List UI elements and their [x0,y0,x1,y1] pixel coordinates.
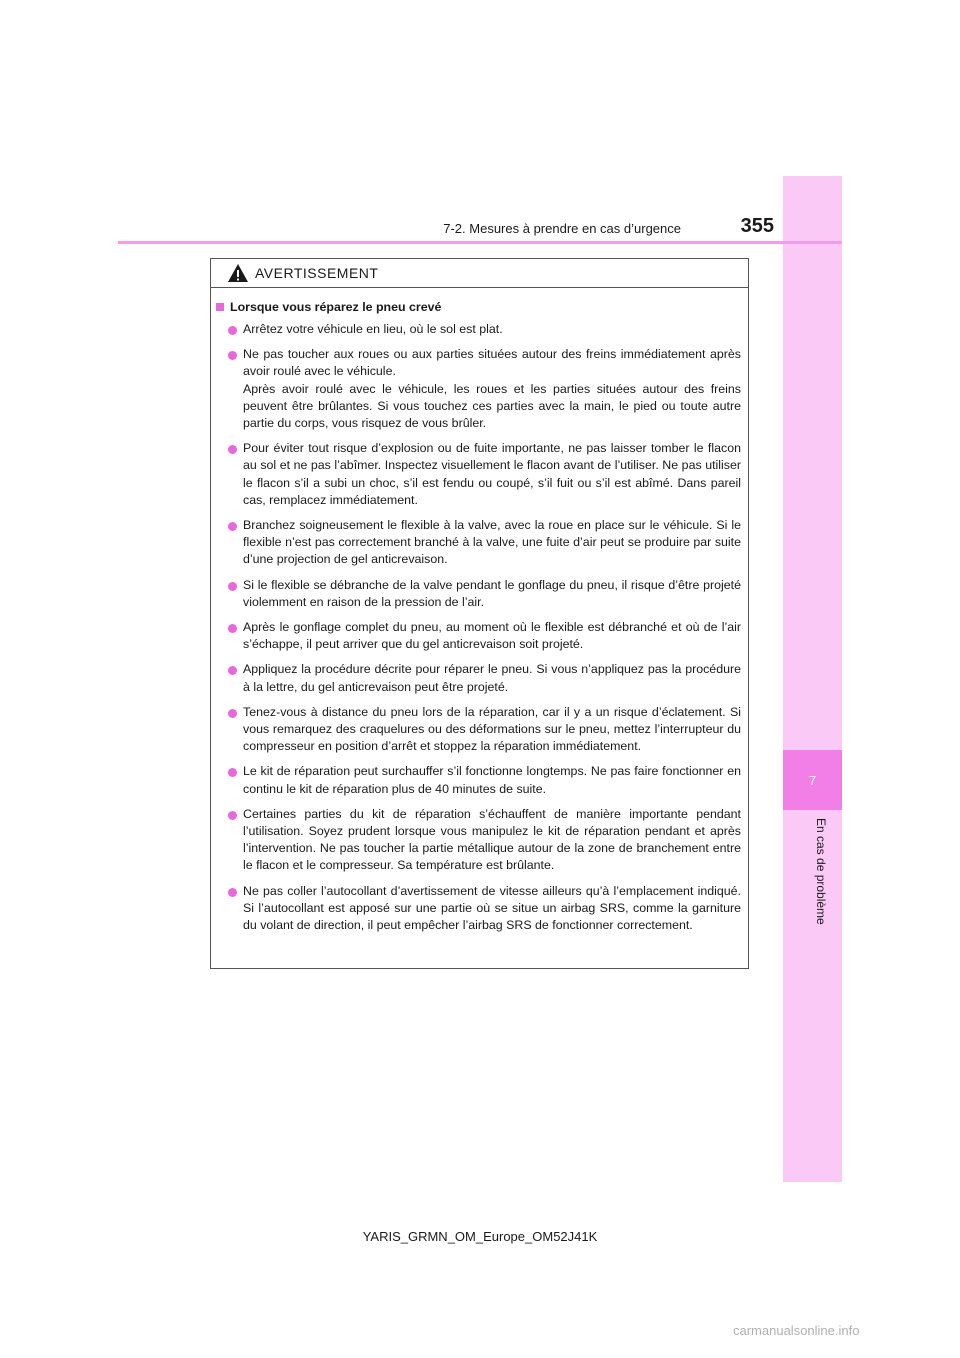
warning-subtitle [216,299,741,316]
header-rule [118,241,842,244]
bullet-text: Le kit de réparation peut surchauffer s’il fonctionne longtemps. Ne pas faire fonctionner en continu le kit de réparation plus de 40 minutes de suite. [243,764,741,796]
round-bullet-icon [228,326,237,335]
bullet-text: Certaines parties du kit de réparation s’échauffent de manière importante pendant l’utilisation. Soyez prudent lorsque vous manipulez le kit de réparation pendant et après l’intervention. Ne pas toucher la partie métallique autour de la zone de branchement entre le flacon et le compresseur. Sa température est brûlante. [243,806,741,873]
bullet-text: Arrêtez votre véhicule en lieu, où le sol est plat. [243,322,503,336]
bullet-text: Branchez soigneusement le flexible à la valve, avec la roue en place sur le véhicule. Si le flexible n’est pas correctement branché à la valve, une fuite d’air peut se produire par suite d’une projection de gel anticrevaison. [243,518,741,567]
bullet-text: Ne pas toucher aux roues ou aux parties situées autour des freins immédiatement après avoir roulé avec le véhicule. Après avoir roulé avec le véhicule, les roues et les parties situées autour des freins peuvent être brûlantes. Si vous touchez ces parties avec la main, le pied ou toute autre partie du corps, vous risquez de vous brûler. [243,347,741,431]
bullet-list [216,321,741,934]
round-bullet-icon [228,582,237,591]
list-item [216,704,741,756]
list-item [216,321,741,338]
list-item [216,619,741,653]
round-bullet-icon [228,709,237,718]
round-bullet-icon [228,811,237,820]
round-bullet-icon [228,624,237,633]
bullet-text: Appliquez la procédure décrite pour réparer le pneu. Si vous n’appliquez pas la procédure à la lettre, du gel anticrevaison peut être projeté. [243,662,741,694]
square-bullet-icon [216,303,224,311]
warning-title: AVERTISSEMENT [255,265,379,281]
watermark: carmanualsonline.info [733,1323,860,1338]
list-item [216,763,741,797]
bullet-text: Tenez-vous à distance du pneu lors de la réparation, car il y a un risque d’éclatement. Si vous remarquez des craquelures ou des déformations sur le pneu, mettez l’interrupteur du compresseur en position d’arrêt et stoppez la réparation immédiatement. [243,704,741,754]
round-bullet-icon [228,445,237,454]
list-item [216,883,741,935]
bullet-text: Ne pas coller l’autocollant d’avertissement de vitesse ailleurs qu’à l’emplacement indiqué. Si l’autocollant est apposé sur une partie où se situe un airbag SRS, comme la garniture du volant de direction, il peut empêcher l’airbag SRS de fonctionner correctement. [243,883,741,933]
bullet-text: Si le flexible se débranche de la valve pendant le gonflage du pneu, il risque d’être projeté violemment en raison de la pression de l’air. [243,577,741,609]
round-bullet-icon [228,768,237,777]
warning-header [211,259,748,288]
warning-box [210,258,749,969]
list-item [216,577,741,611]
chapter-number: 7 [783,750,842,810]
footer-doc-code: YARIS_GRMN_OM_Europe_OM52J41K [362,1229,598,1244]
warning-body [211,288,748,934]
round-bullet-icon [228,351,237,360]
list-item [216,806,741,875]
round-bullet-icon [228,888,237,897]
warning-triangle-icon [227,263,249,283]
chapter-label: En cas de problème [814,818,828,925]
page-number: 355 [740,215,774,237]
list-item [216,440,741,509]
round-bullet-icon [228,666,237,675]
bullet-text: Pour éviter tout risque d’explosion ou de fuite importante, ne pas laisser tomber le flacon au sol et ne pas l’abîmer. Inspectez visuellement le flacon avant de l’utiliser. Ne pas utiliser le flacon s’il a subi un choc, s’il est fendu ou coupé, s’il fuit ou s’il est abîmé. Dans pareil cas, remplacez immédiatement. [243,441,741,507]
subtitle-text: Lorsque vous réparez le pneu crevé [230,300,442,314]
bullet-text: Après le gonflage complet du pneu, au moment où le flexible est débranché et où de l’air s’échappe, il peut arriver que du gel anticrevaison soit projeté. [243,620,741,652]
section-title: 7-2. Mesures à prendre en cas d’urgence [443,221,681,236]
list-item [216,346,741,432]
side-tab [783,176,842,1182]
round-bullet-icon [228,522,237,531]
list-item [216,517,741,569]
list-item [216,661,741,695]
